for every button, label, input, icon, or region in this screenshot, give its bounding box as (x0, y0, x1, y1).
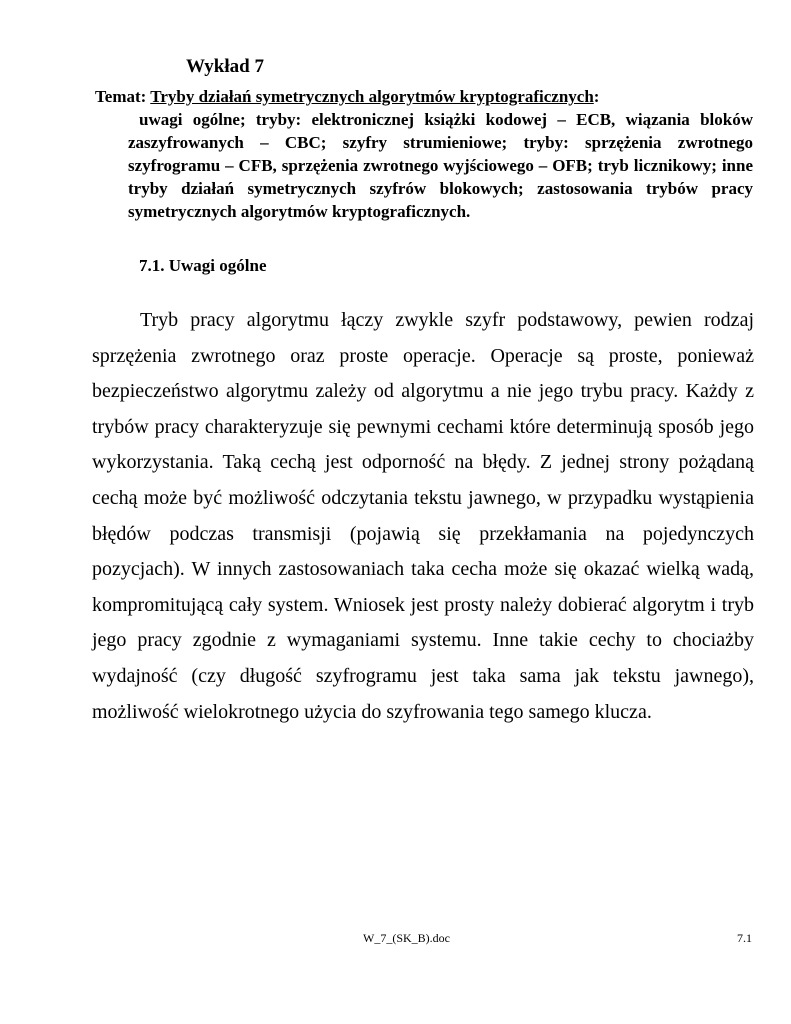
body-paragraph: Tryb pracy algorytmu łączy zwykle szyfr podstawowy, pewien rodzaj sprzężenia zwrotnego oraz proste operacje. Operacje są proste, ponieważ bezpieczeństwo algorytmu zależy od algorytmu a nie jego trybu pracy. Każdy z trybów pracy charakteryzuje się pewnymi cechami które determinują sposób jego wykorzystania. Taką cechą jest odporność na błędy. Z jednej strony pożądaną cechą może być możliwość odczytania tekstu jawnego, w przypadku wystąpienia błędów podczas transmisji (pojawią się przekłamania na pojedynczych pozycjach). W innych zastosowaniach taka cecha może się okazać wielką wadą, kompromitującą cały system. Wniosek jest prosty należy dobierać algorytm i tryb jego pracy zgodnie z wymaganiami systemu. Inne takie cechy to chociażby wydajność (czy długość szyfrogramu jest taka sama jak tekstu jawnego), możliwość wielokrotnego użycia do szyfrowania tego samego klucza. (92, 309, 754, 723)
topic-line (95, 87, 599, 107)
topic-label: Temat: (95, 87, 147, 106)
lecture-title: Wykład 7 (186, 56, 264, 77)
topic-title: Tryby działań symetrycznych algorytmów kryptograficznych (150, 87, 594, 106)
footer-page-number: 7.1 (737, 931, 752, 945)
topic-suffix: : (593, 87, 600, 106)
section-heading: 7.1. Uwagi ogólne (139, 256, 267, 275)
footer-filename: W_7_(SK_B).doc (363, 931, 450, 945)
topic-scope: uwagi ogólne; tryby: elektronicznej książki kodowej – ECB, wiązania bloków zaszyfrowanych – CBC; szyfry strumieniowe; tryby: sprzężenia zwrotnego szyfrogramu – CFB, sprzężenia zwrotnego wyjściowego – OFB; tryb licznikowy; inne tryby działań symetrycznych szyfrów blokowych; zastosowania trybów pracy symetrycznych algorytmów kryptograficznych. (128, 110, 753, 221)
